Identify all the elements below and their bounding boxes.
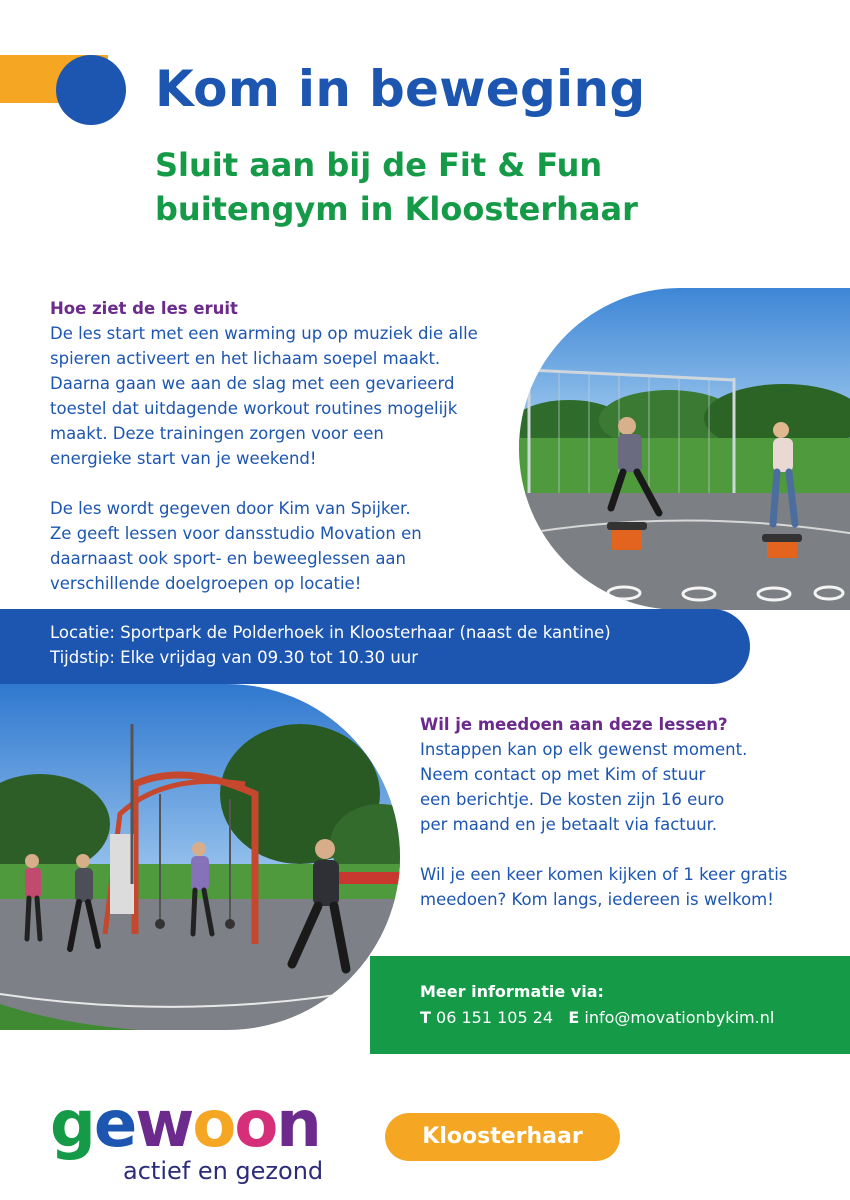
instructor-line: De les wordt gegeven door Kim van Spijker. — [50, 499, 411, 518]
logo-letter: e — [93, 1088, 136, 1162]
phone-prefix: T — [420, 1008, 431, 1027]
lesson-description — [50, 296, 530, 596]
join-description — [420, 712, 830, 912]
lesson-line: maakt. Deze trainingen zorgen voor een — [50, 424, 384, 443]
page-subtitle — [155, 143, 638, 231]
gewoon-logo — [50, 1088, 324, 1185]
lesson-heading: Hoe ziet de les eruit — [50, 299, 238, 318]
logo-letter: n — [276, 1088, 320, 1162]
join-heading: Wil je meedoen aan deze lessen? — [420, 715, 728, 734]
photo-step-exercise — [519, 288, 850, 610]
lesson-line: toestel dat uitdagende workout routines mogelijk — [50, 399, 458, 418]
instructor-line: verschillende doelgroepen op locatie! — [50, 574, 362, 593]
email-prefix: E — [568, 1008, 580, 1027]
photo-outdoor-gym — [0, 684, 400, 1030]
join-line: Neem contact op met Kim of stuur — [420, 765, 706, 784]
contact-details — [420, 1008, 774, 1027]
time-text: Tijdstip: Elke vrijdag van 09.30 tot 10.30 uur — [50, 648, 419, 667]
join-line: per maand en je betaalt via factuur. — [420, 815, 718, 834]
email-address[interactable]: info@movationbykim.nl — [584, 1008, 775, 1027]
logo-letter: g — [50, 1088, 94, 1162]
lesson-line: energieke start van je weekend! — [50, 449, 317, 468]
subtitle-line-2: buitengym in Kloosterhaar — [155, 190, 638, 228]
subtitle-line-1: Sluit aan bij de Fit & Fun — [155, 146, 603, 184]
join-line: Instappen kan op elk gewenst moment. — [420, 740, 748, 759]
location-text: Locatie: Sportpark de Polderhoek in Kloosterhaar (naast de kantine) — [50, 623, 611, 642]
logo-letter: o — [192, 1088, 235, 1162]
blue-circle-accent — [56, 55, 126, 125]
page-title: Kom in beweging — [155, 60, 646, 118]
contact-band — [370, 956, 850, 1054]
lesson-line: Daarna gaan we aan de slag met een gevarieerd — [50, 374, 455, 393]
lesson-line: spieren activeert en het lichaam soepel maakt. — [50, 349, 441, 368]
logo-letter: o — [234, 1088, 277, 1162]
instructor-line: daarnaast ook sport- en beweeglessen aan — [50, 549, 406, 568]
location-pill: Kloosterhaar — [385, 1113, 620, 1161]
contact-heading: Meer informatie via: — [420, 982, 604, 1001]
info-band — [0, 609, 750, 684]
lesson-line: De les start met een warming up op muziek die alle — [50, 324, 478, 343]
logo-wordmark — [50, 1088, 320, 1162]
visit-line: Wil je een keer komen kijken of 1 keer gratis — [420, 865, 788, 884]
join-line: een berichtje. De kosten zijn 16 euro — [420, 790, 725, 809]
phone-number[interactable]: 06 151 105 24 — [436, 1008, 554, 1027]
logo-letter: w — [135, 1088, 193, 1162]
logo-tagline: actief en gezond — [123, 1157, 324, 1185]
instructor-line: Ze geeft lessen voor dansstudio Movation en — [50, 524, 422, 543]
visit-line: meedoen? Kom langs, iedereen is welkom! — [420, 890, 774, 909]
